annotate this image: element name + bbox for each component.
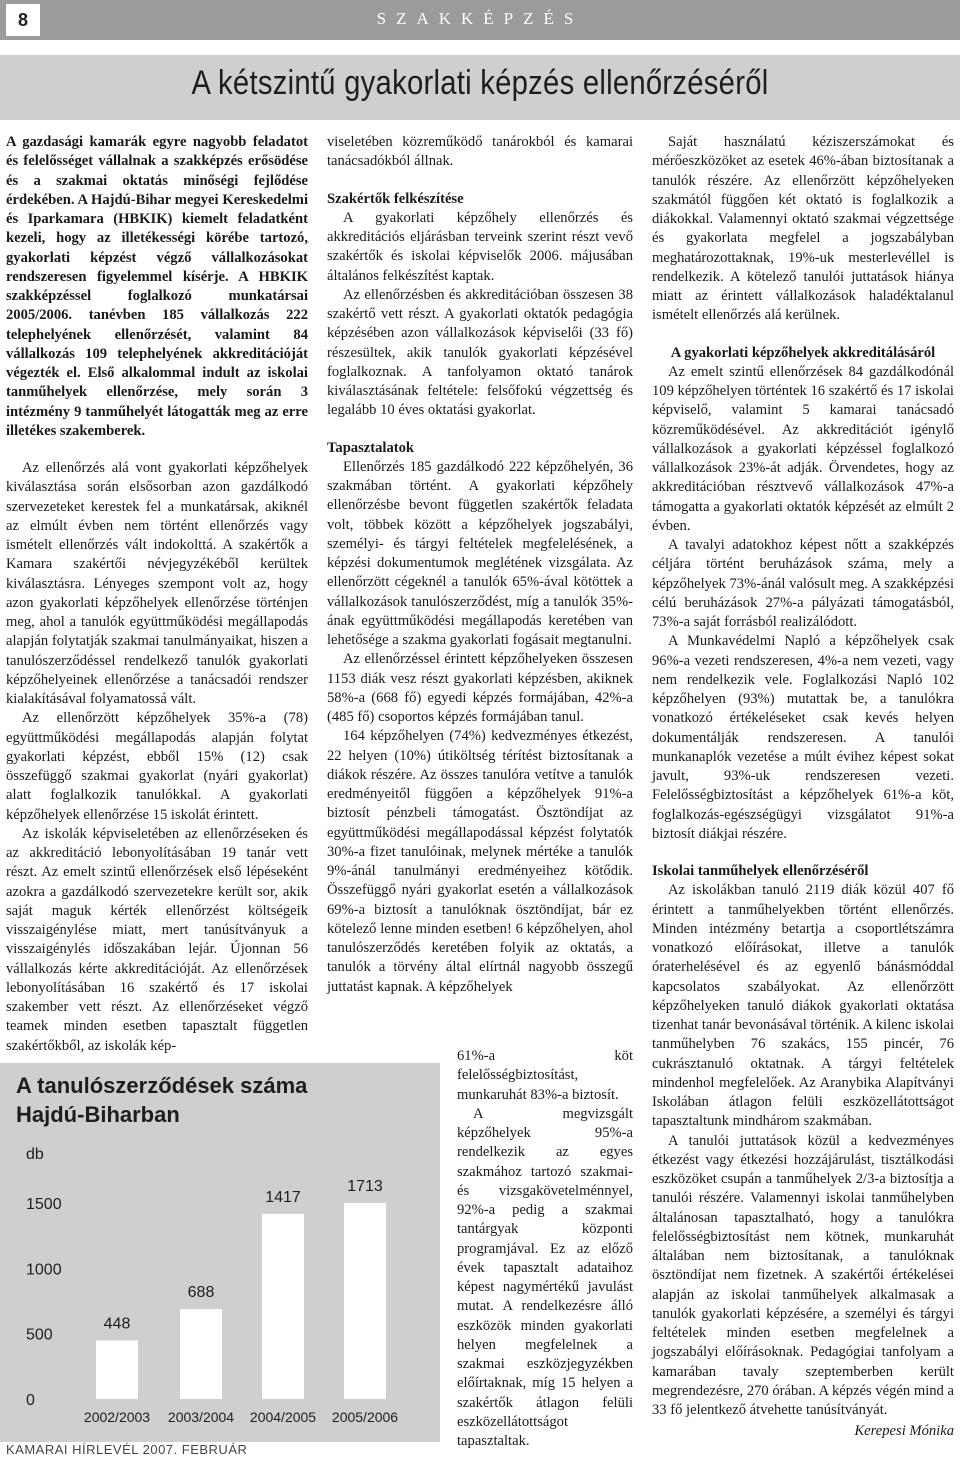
y-tick-label: 0 [26, 1392, 35, 1409]
y-axis-label: db [26, 1146, 44, 1163]
chart-title: A tanulószerződések száma Hajdú-Biharban [16, 1073, 308, 1127]
author-signature: Kerepesi Mónika [854, 1423, 954, 1440]
subheading: Szakértők felkészítése [327, 190, 464, 207]
column-3 [652, 133, 954, 1442]
y-tick-label: 1500 [26, 1196, 62, 1213]
paragraph: Az iskolákban tanuló 2119 diák közül 407 fő érintett a tanműhelyekben történt ellenőrzés. Minden intézmény betartja a csoportlétszámra vonatkozó előírásokat, illetve a tanulók óraterhelésével és az egyenlő bánásmóddal kapcsolatos szabályokat. Az ellenőrzött képzőhelyeken tanuló diákok gyakorlati oktatása tizenhat tanár bevonásával történik. A kilenc iskolai tanműhelyben 76 szakács, 155 pincér, 76 cukrásztanuló oktatnak. A tárgyi feltételek mindenhol megfelelőek. Az Aranybika Alapítványi Iskolában átlagon felüli eszközellátottságot tapasztaltunk mindhárom szakmában. [652, 882, 954, 1130]
column-1 [6, 133, 308, 1056]
paragraph: Az ellenőrzött képzőhelyek 35%-a (78) együttműködési megállapodás alapján folytat gyakorlati képzést, ebből 15% (12) csak összefüggő szakmai gyakorlat (nyári gyakorlat) alatt foglalkozik tanulókkal. A gyakorlati képzőhelyek ellenőrzése 15 iskolát érintett. [6, 710, 308, 823]
column-2-continued [457, 1047, 633, 1451]
paragraph: A tanulói juttatások közül a kedvezményes étkezést vagy étkezési hozzájárulást, tisztálkodási eszközöket csupán a tanműhelyek 2/3-a biztosítja a tanulói részére. Valamennyi iskolai tanműhelyben általánosan tapasztalható, hogy a tanulókra felelősségbiztosítást nem kötnek, munkaruhát általában nem biztosítanak, a tanulóknak ösztöndíjat nem fizetnek. A szakértői értékelései alapján az iskolai tanműhelyek alkalmasak a tanulók gyakorlati képzésére, a személyi és tárgyi feltételek minden esetben megfelelnek a jogszabályi előírásoknak. Pedagógiai tanfolyam a kamarában tavaly szeptemberben került megrendezésre, 270 órában. A képzés végén mind a 33 fő jelentkező átvehette tanúsítványát. [652, 1132, 954, 1418]
paragraph: Az iskolák képviseletében az ellenőrzéseken és az akkreditáció lebonyolításában 19 tanár vett részt. Az emelt szintű ellenőrzések első lépéseként azokra a gazdálkodó szervezetekre került sor, akik saját maguk kérték ellenőrzést költségeik visszaigénylése miatt, mert tanúsítványuk a visszaigénylés időszakában lejár. Újonnan 56 vállalkozás kérte akkreditációját. Az ellenőrzések lebonyolításában 16 szakértő és 17 iskolai szakember vett részt. Az ellenőrzéseket végző teamek minden esetben tapasztalt független szakértőkből, az iskolák kép- [6, 825, 308, 1054]
paragraph: Az ellenőrzés alá vont gyakorlati képzőhelyek kiválasztása során elsősorban azon gazdálkodó szervezeteket kerestek fel a munkatársak, akiknél az elmúlt évben nem történt ellenőrzés vagy ismételt ellenőrzés vált indokolttá. A szakértők a Kamara szakértői névjegyzékéből kerültek kiválasztásra. Lényeges szempont volt az, hogy azon gyakorlati képzőhelyek ellenőrzése történjen meg, ahol a tanulók együttműködési megállapodás alapján folytatják szakmai tanulmányaikat, hiszen a tanulószerződéssel rendelkező tanulók gyakorlati képzőhelyeinek ellenőrzése a tanácsadói rendszer kialakításával folyamatossá vált. [6, 460, 308, 707]
paragraph: Az emelt szintű ellenőrzések 84 gazdálkodónál 109 képzőhelyen történtek 16 szakértő és 17 iskolai képviselő, valamint 5 kamarai tanácsadó közreműködésével. Az akkreditációt igénylő vállalkozások a gyakorlati képzéssel foglalkozó vállalkozások 23%-át adják. Örvendetes, hogy az akkreditációban résztvevő vállalkozások 47%-a támogatta a gyakorlati oktatók képzését az elmúlt 2 évben. [652, 363, 954, 534]
bar [96, 1340, 138, 1399]
article-title: A kétszintű gyakorlati képzés ellenőrzéséről [191, 64, 769, 102]
bar [180, 1309, 222, 1399]
paragraph: Az ellenőrzésben és akkreditációban összesen 38 szakértő vett részt. A gyakorlati oktatók pedagógia képzésében azon vállalkozások képviselői (33 fő) részesültek, akik tanulók gyakorlati képzésével foglalkoznak. A tanfolyamon oktató tanárok kiválasztásának feltétele: felsőfokú végzettség és legalább 10 éves oktatási gyakorlat. [327, 286, 633, 419]
paragraph: A gyakorlati képzőhely ellenőrzés és akkreditációs eljárásban terveink szerint részt vevő szakértők és iskolai képviselők 2006. májusában általános felkészítést kaptak. [327, 209, 633, 284]
subheading: Iskolai tanműhelyek ellenőrzéséről [652, 863, 869, 879]
paragraph: A Munkavédelmi Napló a képzőhelyek csak 96%-a vezeti rendszeresen, 4%-a nem vezeti, vagy nem rendelkezik vele. Foglalkozási Napló 102 képzőhelyen (93%) mutattak be, a tanulókra vonatkozó értékeléseket csak kevés helyen dokumentálják rendszeresen. A tanulói munkanaplók vezetése a múlt évihez képest sokat javult, 93%-uk rendszeresen vezeti. Felelősségbiztosítást a képzőhelyek 61%-a köt, foglalkozás-egészségügyi vizsgálatot 91%-a biztosít diákjai részére. [652, 633, 954, 842]
paragraph: Saját használatú kéziszerszámokat és mérőeszközöket az esetek 46%-ában biztosítanak a tanulók részére. Az ellenőrzött képzőhelyeken szakmától függően két oktató is foglalkozik a diákokkal. Valamennyi oktató szakmai végzettsége és gyakorlata megfelel a jogszabályban meghatározottaknak, 19%-uk mesterlevéllel is rendelkezik. A kötelező tanulói juttatások hiánya miatt az érintett vállalkozások haladéktalanul ismételt ellenőrzés alá kerülnek. [652, 134, 954, 324]
subheading: A gyakorlati képzőhelyek akkreditálásáról [670, 344, 936, 361]
paragraph: A tavalyi adatokhoz képest nőtt a szakképzés céljára történt beruházások száma, mely a képzőhelyek 73%-ánál valósult meg. A szakképzési célú beruházások 27%-a pályázati támogatásból, 73%-a saját forrásból realizálódott. [652, 537, 954, 630]
x-tick-label: 2005/2006 [331, 1409, 399, 1425]
bar [344, 1203, 386, 1399]
lead-paragraph: A gazdasági kamarák egyre nagyobb feladatot és felelősséget vállalnak a szakképzés erősödése és a szakmai oktatás minőségi fejlődése érdekében. A Hajdú-Bihar megyei Kereskedelmi és Iparkamara (HBKIK) kiemelt feladatként kezeli, hogy az illetékességi körébe tartozó, gyakorlati képzést végző vállalkozásokat rendszeresen figyelemmel kísérje. A HBKIK szakképzéssel foglalkozó munkatársai 2005/2006. tanévben 185 vállalkozás 222 telephelyének ellenőrzését, valamint 84 vállalkozás 109 telephelyének akkreditációját végezték el. Első alkalommal indult az iskolai tanműhelyek ellenőrzése, mely során 3 intézmény 9 tanműhelyét látogatták meg az erre illetékes szakemberek. [6, 134, 308, 439]
paragraph: 164 képzőhelyen (74%) kedvezményes étkezést, 22 helyen (10%) útiköltség térítést biztosítanak a diákok részére. Az összes tanulóra vetítve a tanulók eredményeitől függően a képzőhelyek 91%-a biztosít pénzbeli támogatást. Ösztöndíjat az együttműködési megállapodással képzést folytatók 30%-a fizet tanulóinak, melynek mértéke a tanulók 9%-ánál tanulmányi eredményeihez kötődik. Összefüggő nyári gyakorlat esetén a vállalkozások 69%-a biztosít a tanulóknak ösztöndíjat, bár ez kötelező lenne minden esetben! 6 képzőhelyen, ahol tanulószerződés keretében folyik az oktatás, a tanulók a törvény által elírtnál nagyobb összegű juttatást kapnak. A képzőhelyek [327, 728, 633, 995]
paragraph: A megvizsgált képzőhelyek 95%-a rendelkezik az egyes szakmához tartozó szakmai- és vizsgakövetelménnyel, 92%-a pedig a szakmai tantárgyak központi programjával. Ez az előző évek tapasztalt adataihoz képest nagymértékű javulást mutat. A rendelkezésre álló eszközök minden gyakorlati helyen megfelelnek a szakmai eszközjegyzékben előírtaknak, míg 15 helyen a szakértők átlagon felüli eszközellátottságot tapasztaltak. [457, 1105, 633, 1449]
x-tick-label: 2002/2003 [83, 1409, 151, 1425]
bar-chart [0, 1063, 440, 1442]
y-tick-label: 500 [26, 1326, 53, 1344]
paragraph: 61%-a köt felelősségbiztosítást, munkaruhát 83%-a biztosít. [457, 1048, 633, 1103]
bar-value-label: 1417 [265, 1188, 301, 1206]
section-label: SZAKKÉPZÉS [376, 9, 584, 28]
column-2 [327, 133, 633, 997]
paragraph: viseletében közreműködő tanárokból és kamarai tanácsadókból állnak. [327, 134, 633, 170]
paragraph: Ellenőrzés 185 gazdálkodó 222 képzőhelyén, 36 szakmában történt. A gyakorlati képzőhely ellenőrzésbe bevont független szakértők feladata volt, többek között a képzőhelyek jogszabályi, személyi- és tárgyi feltételek megfelelésének, a képzési dokumentumok meglétének vizsgálata. Az ellenőrzött cégeknél a tanulók 65%-ával kötöttek a vállalkozások tanulószerződést, míg a tanulók 35%-ának együttműködési megállapodás keretében van lehetősége a szakma gyakorlati fogásait megtanulni. [327, 458, 633, 648]
bar-value-label: 448 [103, 1315, 131, 1333]
subheading: Tapasztalatok [327, 439, 415, 456]
bar [262, 1214, 304, 1399]
x-tick-label: 2004/2005 [249, 1409, 317, 1425]
y-tick-label: 1000 [26, 1261, 62, 1279]
paragraph: Az ellenőrzéssel érintett képzőhelyeken összesen 1153 diák vesz részt gyakorlati képzésben, akiknek 58%-a (668 fő) egyedi képzés formájában, 42%-a (485 fő) csoportos képzés formájában tanul. [327, 651, 633, 725]
bar-value-label: 1713 [347, 1178, 383, 1195]
x-tick-label: 2003/2004 [167, 1409, 235, 1425]
footer: KAMARAI HÍRLEVÉL 2007. FEBRUÁR [6, 1442, 248, 1457]
bar-value-label: 688 [187, 1284, 215, 1302]
page-number: 8 [6, 4, 40, 36]
